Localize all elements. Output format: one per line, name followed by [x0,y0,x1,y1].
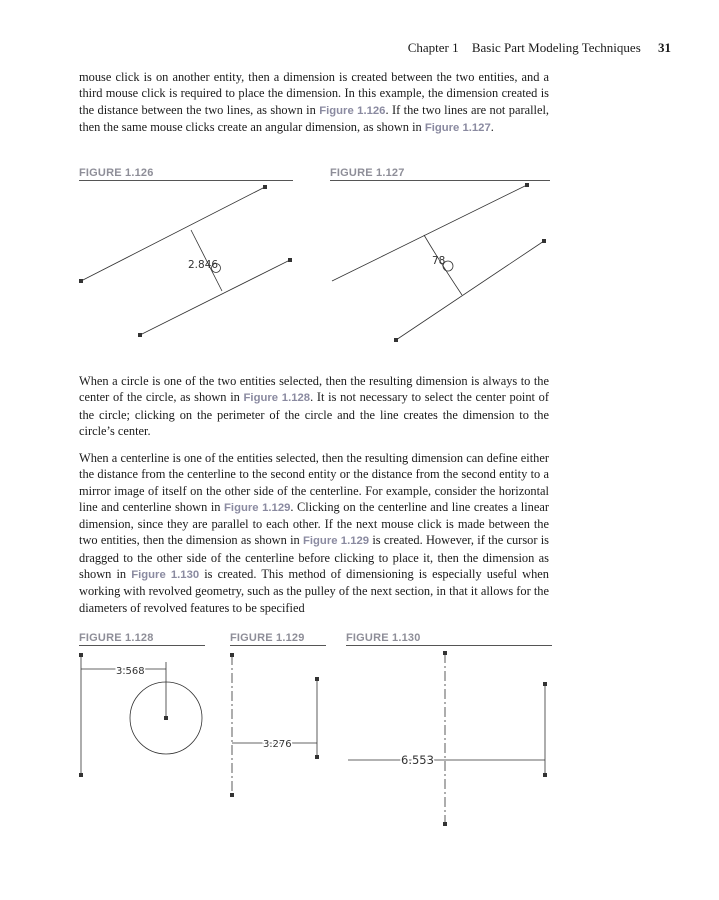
para1-text3: . [490,119,494,134]
chapter-title: Basic Part Modeling Techniques [471,40,641,55]
para2-text1: When a circle is one of the two entities selected, then the resulting dimension is always to the center of the circle, as shown in [79,374,549,405]
para1-text2: . If the two lines are not parallel, then the same mouse clicks create an angular dimension, as shown in [79,102,549,134]
figure-1-126-label: FIGURE 1.126 [79,167,154,179]
figure-ref-1-127[interactable]: Figure 1.127 [424,121,491,134]
fig126-dimension-value[interactable]: 2.846 [188,259,219,271]
fig127-dimension-value[interactable]: 78 [432,255,446,267]
para2-text2: . It is not necessary to select the center point of the circle; clicking on the perimeter of the circle and the line creates the dimension to the circle’s center. [79,390,549,438]
para3-text4: is created. This method of dimensioning is especially useful when working with revolved geometry, such as the pulley of the next section, in that it allows for the diameters of revolved features to be specified [79,567,549,615]
figure-ref-1-129[interactable]: Figure 1.129 [302,535,370,548]
fig130-endpoint [543,682,547,686]
figure-ref-1-128[interactable]: Figure 1.128 [243,392,311,405]
figure-ref-1-130[interactable]: Figure 1.130 [131,569,200,582]
para3-text2: . Clicking on the centerline and line creates a linear dimension, since they are parallel to each other. If the next mouse click is made between the two entities, then the dimension as shown in [79,499,549,548]
chapter-number: Chapter 1 [407,40,459,55]
fig130-dimension-value[interactable]: 6.553 [401,753,434,767]
fig130-endpoint [443,651,447,655]
page-number: 31 [658,40,671,55]
para1-text1: mouse click is on another entity, then a dimension is created between the two entities, and a third mouse click is required to place the dimension. In this example, the dimension created is the distance between the two lines, as shown in [79,70,549,117]
fig128-dimension-value[interactable]: 3.568 [116,666,145,677]
figure-1-130-label: FIGURE 1.130 [346,632,421,644]
figure-ref-1-129[interactable]: Figure 1.129 [224,501,291,514]
para3-text3: is created. However, if the cursor is dragged to the other side of the centerline before clicking to place it, then the dimension as shown in [79,533,549,582]
fig130-endpoint [543,773,547,777]
figure-1-128-label: FIGURE 1.128 [79,632,154,644]
figure-1-127-label: FIGURE 1.127 [330,167,405,179]
fig129-dimension-value[interactable]: 3.276 [263,739,292,750]
fig130-endpoint [443,822,447,826]
figure-ref-1-126[interactable]: Figure 1.126 [319,104,386,117]
para3-text1: When a centerline is one of the entities selected, then the resulting dimension can define either the distance from the centerline to the second entity or the distance from the second entity to a mirror image of itself on the other side of the centerline. For example, consider the horizontal line and centerline shown in [79,451,549,514]
figure-1-129-label: FIGURE 1.129 [230,632,305,644]
